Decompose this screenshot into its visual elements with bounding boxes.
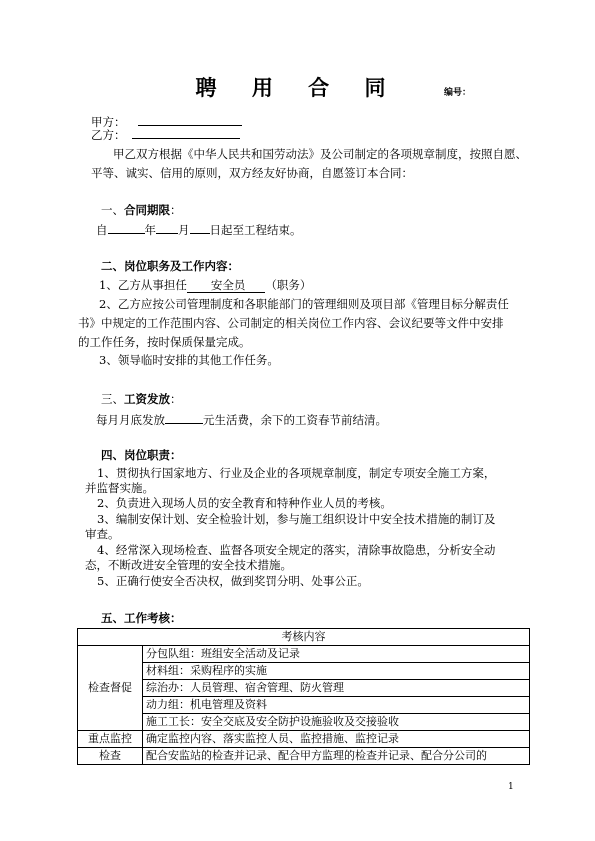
document-title: 聘 用 合 同 [195,75,400,100]
term-from: 自 [96,223,108,237]
salary-suffix: 元生活费，余下的工资春节前结清。 [203,413,387,427]
party-b-line [91,126,240,142]
role-suffix: （职务） [265,278,312,292]
party-b-label: 乙方： [91,128,126,142]
supervise-item: 综治办：人员管理、宿舍管理、防火管理 [143,680,530,697]
table-row [78,748,530,765]
party-a-label: 甲方： [91,115,126,129]
section-4-line-2: 并监督实施。 [85,481,154,495]
table-row [78,680,530,697]
day-blank [190,221,210,234]
section-3-number: 三、 [101,392,124,406]
category-monitor: 重点监控 [78,731,143,748]
monitor-item: 确定监控内容、落实监控人员、监控措施、监控记录 [143,731,530,748]
section-1-number: 一、 [101,203,124,217]
supervise-item: 动力组：机电管理及资料 [143,697,530,714]
term-year: 年 [144,223,156,237]
section-4-heading: 四、岗位职责： [101,448,182,462]
section-1-heading [101,203,182,217]
page-number: 1 [508,782,514,792]
section-4-line-8: 5、正确行使安全否决权，做到奖罚分明、处事公正。 [97,574,369,588]
contract-number-label: 编号： [444,88,472,98]
category-check: 检查 [78,748,143,765]
section-4-line-7: 态，不断改进安全管理的安全技术措施。 [85,558,292,572]
section-2-heading: 二、岗位职务及工作内容： [101,259,239,273]
table-row [78,646,530,663]
party-a-blank [138,113,242,126]
table-header-row [78,629,530,646]
party-b-blank [132,126,240,139]
check-item: 配合安监站的检查并记录、配合甲方监理的检查并记录、配合分公司的 [143,748,530,765]
section-3-salary-line [96,411,387,427]
supervise-item: 材料组：采购程序的实施 [143,663,530,680]
term-rest: 日起至工程结束。 [209,223,302,237]
table-row [78,697,530,714]
month-blank [156,221,178,234]
section-4-line-5: 审查。 [85,527,120,541]
supervise-item: 分包队组：班组安全活动及记录 [143,646,530,663]
section-3-title: 工资发放 [124,392,170,406]
table-row [78,714,530,731]
salary-prefix: 每月月底发放 [96,413,165,427]
section-2-item-1 [99,278,311,292]
section-1-title: 合同期限 [124,203,170,217]
assessment-table [77,628,530,765]
role-prefix: 1、乙方从事担任 [99,278,187,292]
table-header: 考核内容 [78,629,530,646]
role-value: 安全员 [187,278,266,293]
section-2-item-2-line-3: 的工作任务，按时保质保量完成。 [78,335,251,349]
table-row [78,731,530,748]
intro-line-1: 甲乙双方根据《中华人民共和国劳动法》及公司制定的各项规章制度，按照自愿、 [113,147,527,161]
section-2-item-2-line-1: 2、乙方应按公司管理制度和各职能部门的管理细则及项目部《管理目标分解责任 [99,297,509,311]
section-4-line-1: 1、贯彻执行国家地方、行业及企业的各项规章制度，制定专项安全施工方案， [97,466,496,480]
section-2-item-2-line-2: 书》中规定的工作范围内容、公司制定的相关岗位工作内容、会议纪要等文件中安排 [78,316,504,330]
section-3-heading [101,392,182,406]
category-supervise: 检查督促 [78,646,143,731]
section-5-heading: 五、工作考核： [101,611,182,625]
section-2-item-3: 3、领导临时安排的其他工作任务。 [99,353,279,367]
intro-line-2: 平等、诚实、信用的原则，双方经友好协商，自愿签订本合同： [91,166,413,180]
salary-blank [165,411,203,424]
section-4-line-6: 4、经常深入现场检查、监督各项安全规定的落实，清除事故隐患，分析安全动 [97,543,496,557]
section-1-colon: ： [170,203,182,217]
section-4-line-4: 3、编制安保计划、安全检验计划，参与施工组织设计中安全技术措施的制订及 [97,512,496,526]
year-blank [108,221,145,234]
section-1-term-line [96,221,302,237]
table-row [78,663,530,680]
section-3-colon: ： [170,392,182,406]
term-month: 月 [178,223,190,237]
supervise-item: 施工工长：安全交底及安全防护设施验收及交接验收 [143,714,530,731]
section-4-line-3: 2、负责进入现场人员的安全教育和特种作业人员的考核。 [97,496,392,510]
